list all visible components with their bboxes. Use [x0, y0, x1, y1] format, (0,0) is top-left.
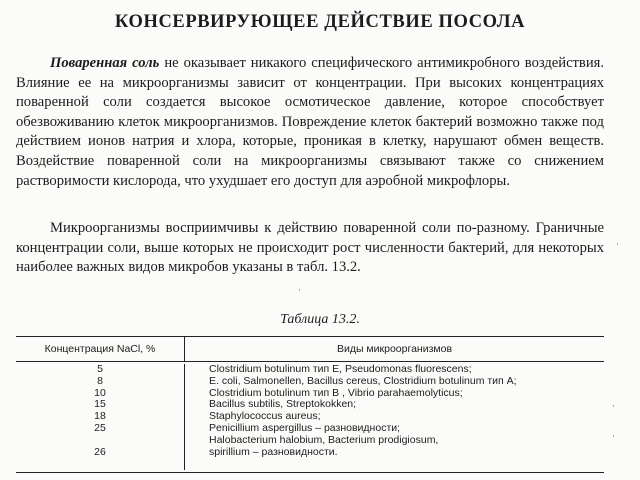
species-cell: Staphylococcus aureus; [209, 410, 321, 423]
salt-concentration-table [16, 336, 604, 470]
header-species: Виды микроорганизмов [336, 343, 453, 355]
concentration-column [16, 364, 185, 470]
scan-speck: · [612, 402, 615, 412]
page-title: КОНСЕРВИРУЮЩЕЕ ДЕЙСТВИЕ ПОСОЛА [114, 12, 526, 32]
paragraph-lead-term: Поваренная соль [50, 55, 160, 71]
species-cell: Clostridium botulinum тип E, Pseudomonas fluorescens; [209, 363, 472, 375]
scan-speck: · [616, 240, 619, 250]
table-bottom-rule [16, 472, 604, 473]
concentration-cell: 5 [97, 363, 103, 375]
concentration-cell: 18 [94, 410, 106, 423]
scan-speck: · [298, 286, 301, 296]
concentration-cell: 8 [97, 374, 103, 387]
table-header-row [16, 337, 604, 362]
concentration-cell [16, 435, 184, 447]
table-caption: Таблица 13.2. [280, 312, 360, 327]
paragraph-body: не оказывает никакого специфического антимикробного воздействия. Влияние ее на микроорганизмы зависит от концентрации. При высоких концентрациях поваренной соли создается высокое осмотическое давление, которое способствует обезвоживанию клеток микроорганизмов. Повреждение клеток бактерий возможно также под действием ионов натрия и хлора, которые, проникая в клетку, нарушают обмен веществ. Воздействие поваренной соли на микроорганизмы связывают также со снижением растворимости кислорода, что ухудшает его доступ для аэробной микрофлоры. [16, 55, 604, 189]
species-cell: Penicillium aspergillus – разновидности; [209, 421, 401, 434]
concentration-cell [16, 458, 184, 470]
paragraph-sensitivity: Микроорганизмы восприимчивы к действию поваренной соли по-разному. Граничные концентрации соли, выше которых не происходит рост численности бактерий, для некоторых наиболее важных видов микробов указаны в табл. 13.2. [16, 220, 604, 276]
concentration-cell: 10 [94, 386, 106, 399]
species-cell: spirillium – разновидности. [209, 445, 338, 458]
species-column [185, 364, 604, 470]
paragraph-salt-action [16, 54, 604, 191]
header-concentration: Концентрация NaCl, % [16, 337, 185, 361]
concentration-cell: 26 [94, 445, 106, 458]
concentration-cell: 25 [94, 421, 106, 434]
species-cell: E. coli, Salmonellen, Bacillus cereus, Clostridium botulinum тип A; [209, 374, 517, 387]
concentration-cell: 15 [94, 398, 106, 411]
species-cell: Clostridium botulinum тип B , Vibrio parahaemolyticus; [209, 386, 463, 399]
species-cell: Bacillus subtilis, Streptokokken; [209, 398, 357, 411]
species-cell: Halobacterium halobium, Bacterium prodigiosum, [209, 433, 439, 446]
scan-speck: · [612, 432, 615, 442]
species-cell [209, 458, 604, 470]
table-body [16, 362, 604, 470]
